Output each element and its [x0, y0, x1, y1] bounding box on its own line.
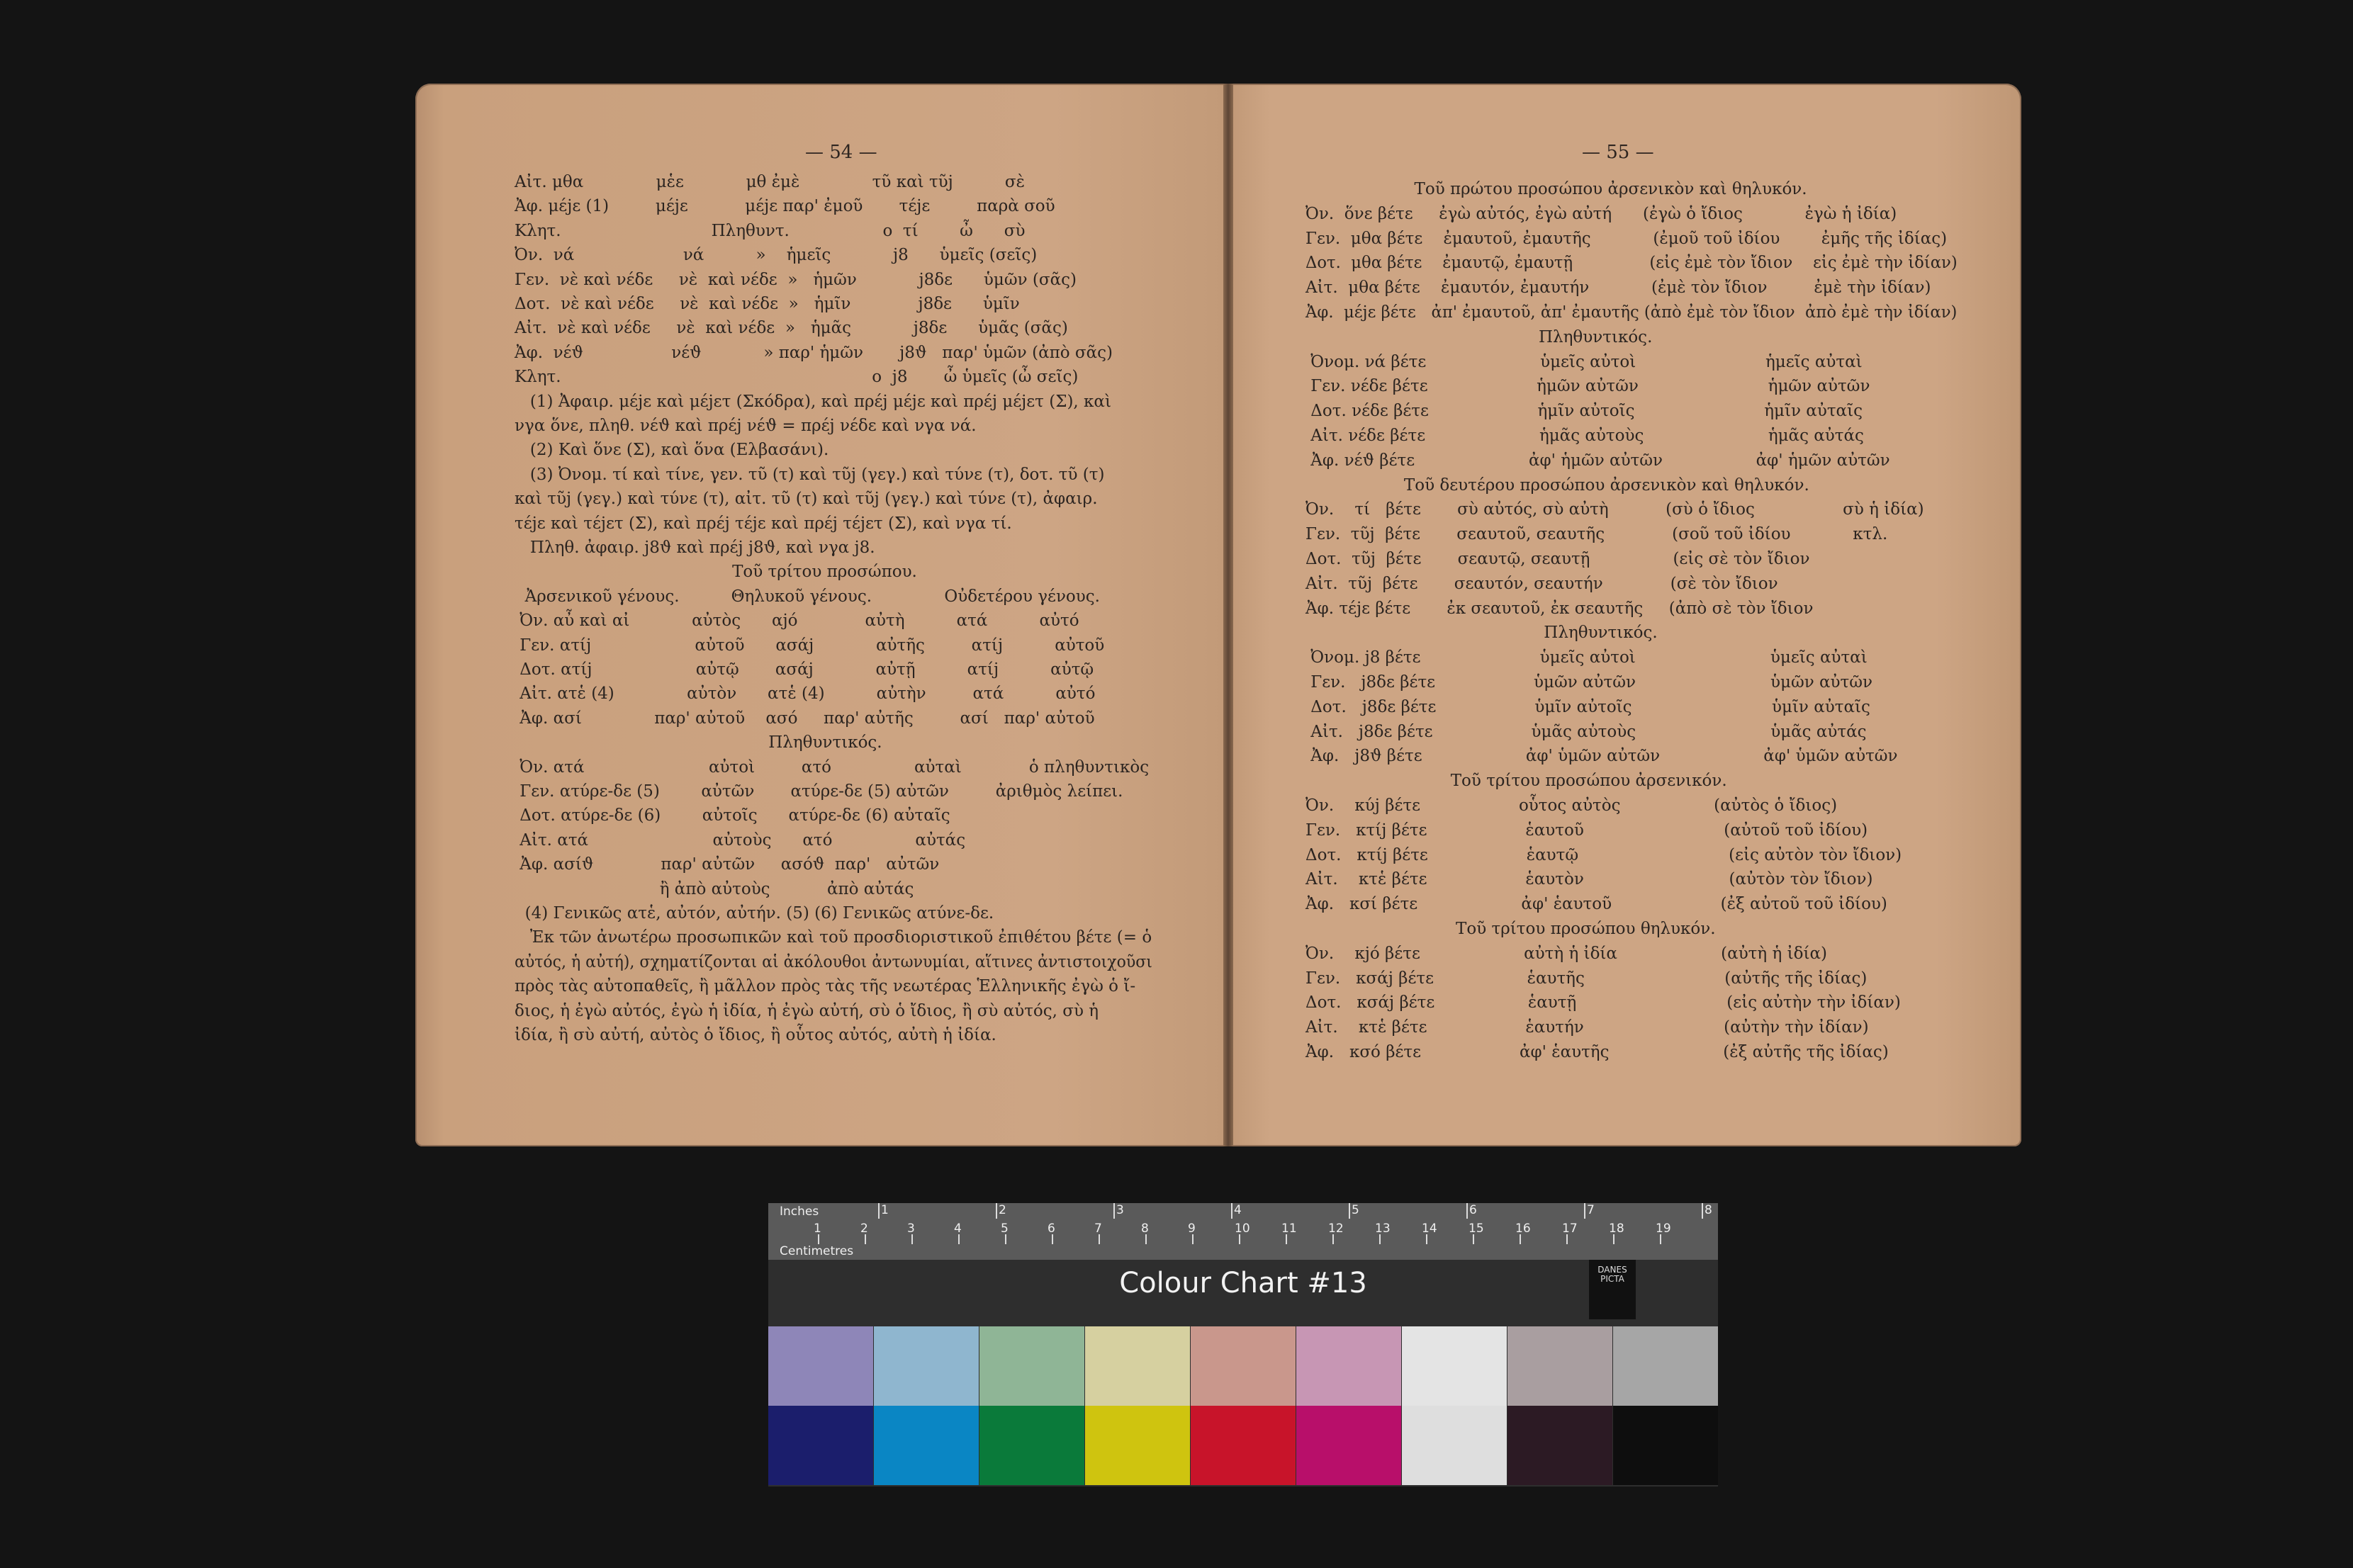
text-line: Γεν. νέδε βέτε ἡμῶν αὐτῶν ἡμῶν αὐτῶν — [1305, 377, 1870, 396]
text-line: Ἀφ. ασί παρ' αὐτοῦ ασό παρ' αὐτῆς ασί παρ' αὐτοῦ — [515, 709, 1095, 728]
cm-tick — [1052, 1234, 1053, 1244]
text-line: Δοτ. τῦj βέτε σεαυτῷ, σεαυτῇ (εἰς σὲ τὸν ἴδιον — [1305, 550, 1810, 568]
text-line: Ὀνομ. j8 βέτε ὑμεῖς αὐτοὶ ὑμεῖς αὐταὶ — [1305, 648, 1868, 667]
inch-number: 2 — [999, 1203, 1006, 1217]
inch-tick — [1231, 1203, 1232, 1219]
inch-tick — [1113, 1203, 1115, 1219]
swatch-light — [874, 1326, 979, 1406]
page-number-right: — 55 — — [1582, 142, 1654, 163]
cm-tick — [958, 1234, 960, 1244]
inch-number: 5 — [1352, 1203, 1359, 1217]
cm-number: 1 — [814, 1222, 821, 1236]
cm-number: 15 — [1468, 1222, 1484, 1236]
cm-number: 5 — [1001, 1222, 1009, 1236]
centimetres-label: Centimetres — [780, 1244, 854, 1258]
cm-number: 7 — [1094, 1222, 1102, 1236]
cm-number: 8 — [1141, 1222, 1149, 1236]
text-line: Ἀφ. τέjε βέτε ἐκ σεαυτοῦ, ἐκ σεαυτῆς (ἀπὸ σὲ τὸν ἴδιον — [1305, 599, 1814, 618]
cm-number: 18 — [1609, 1222, 1624, 1236]
text-line: Αἰτ. κτἑ βέτε ἑαυτὸν (αὐτὸν τὸν ἴδιον) — [1305, 870, 1873, 889]
cm-tick — [1566, 1234, 1568, 1244]
cm-tick — [1660, 1234, 1661, 1244]
text-line: Αἰτ. μθα μἑε μθ ἐμὲ τῦ καὶ τῦj σὲ — [515, 173, 1025, 191]
inches-label: Inches — [780, 1205, 819, 1219]
text-line: Δοτ. μθα βέτε ἐμαυτῷ, ἐμαυτῇ (εἰς ἐμὲ τὸν ἴδιον εἰς ἐμὲ τὴν ἰδίαν) — [1305, 254, 1958, 273]
swatch-light — [1507, 1326, 1612, 1406]
cm-tick — [1239, 1234, 1240, 1244]
text-line: Ὀν. ὅνε βέτε ἐγὼ αὐτός, ἐγὼ αὐτή (ἐγὼ ὁ ἴδιος ἐγὼ ἡ ἰδία) — [1305, 204, 1897, 223]
swatch-light — [1296, 1326, 1401, 1406]
cm-tick — [1520, 1234, 1521, 1244]
text-line: Τοῦ πρώτου προσώπου ἀρσενικὸν καὶ θηλυκόν. — [1305, 180, 1807, 198]
inch-tick — [1584, 1203, 1585, 1219]
text-line: Πληθυντικός. — [515, 733, 882, 752]
cm-tick — [1332, 1234, 1334, 1244]
inch-tick — [1466, 1203, 1468, 1219]
text-line: Ὀν. τί βέτε σὺ αὐτός, σὺ αὐτὴ (σὺ ὁ ἴδιος σὺ ἡ ἰδία) — [1305, 500, 1924, 519]
text-line: Δοτ. κσάj βέτε ἑαυτῇ (εἰς αὐτὴν τὴν ἰδίαν) — [1305, 993, 1901, 1013]
text-line: Δοτ. κτίj βέτε ἑαυτῷ (εἰς αὐτὸν τὸν ἴδιον) — [1305, 845, 1902, 864]
text-line: Αἰτ. νέδε βέτε ἡμᾶς αὐτοὺς ἡμᾶς αὐτάς — [1305, 427, 1864, 445]
inch-number: 3 — [1116, 1203, 1124, 1217]
cm-number: 17 — [1562, 1222, 1578, 1236]
swatch-dark — [1507, 1406, 1612, 1485]
text-line: Τοῦ τρίτου προσώπου ἀρσενικόν. — [1305, 772, 1727, 791]
cm-tick — [1473, 1234, 1474, 1244]
text-line: Γεν. κσάj βέτε ἑαυτῆς (αὐτῆς τῆς ἰδίας) — [1305, 969, 1868, 988]
swatch-dark — [1402, 1406, 1507, 1485]
text-line: Ἀφ. κσό βέτε ἀφ' ἑαυτῆς (ἐξ αὐτῆς τῆς ἰδίας) — [1305, 1043, 1889, 1061]
text-line: (3) Ὀνομ. τί καὶ τίνε, γεν. τῦ (τ) καὶ τῦj (γεγ.) καὶ τύνε (τ), δοτ. τῦ (τ) — [515, 465, 1105, 484]
text-line: Δοτ. νὲ καὶ νέδε νὲ καὶ νέδε » ἡμῖν j8δε ὑμῖν — [515, 295, 1020, 313]
cm-tick — [1613, 1234, 1614, 1244]
cm-tick — [1145, 1234, 1147, 1244]
text-line: Δοτ. ατύρε-δε (6) αὐτοῖς ατύρε-δε (6) αὐταῖς — [515, 806, 950, 825]
text-line: Ἀρσενικοῦ γένους. Θηλυκοῦ γένους. Οὐδετέρου γένους. — [515, 587, 1100, 606]
swatch-dark — [768, 1406, 873, 1485]
text-line: Ἀφ. νέϑ νέϑ » παρ' ἡμῶν j8ϑ παρ' ὑμῶν (ἀπὸ σᾶς) — [515, 343, 1113, 362]
cm-number: 14 — [1422, 1222, 1437, 1236]
text-line: Αἰτ. τῦj βέτε σεαυτόν, σεαυτήν (σὲ τὸν ἴδιον — [1305, 574, 1778, 593]
text-line: Ἀφ. j8ϑ βέτε ἀφ' ὑμῶν αὐτῶν ἀφ' ὑμῶν αὐτῶν — [1305, 747, 1898, 766]
text-line: Γεν. ατίj αὐτοῦ ασάj αὐτῆς ατίj αὐτοῦ — [515, 636, 1105, 655]
inch-number: 6 — [1469, 1203, 1477, 1217]
text-line: (1) Ἀφαιρ. μέjε καὶ μέjετ (Σκόδρα), καὶ πρέj μέjε καὶ πρέj μέjετ (Σ), καὶ — [515, 392, 1111, 411]
text-line: Ὀν. νά νά » ἡμεῖς j8 ὑμεῖς (σεῖς) — [515, 246, 1038, 265]
text-line: ἢ ἀπὸ αὐτοὺς ἀπὸ αὐτάς — [515, 879, 914, 898]
cm-number: 4 — [954, 1222, 962, 1236]
cm-number: 16 — [1515, 1222, 1531, 1236]
inch-tick — [878, 1203, 880, 1219]
colour-chart-title: Colour Chart #13 — [1119, 1267, 1367, 1299]
text-line: Δοτ. j8δε βέτε ὑμῖν αὐτοῖς ὑμῖν αὐταῖς — [1305, 697, 1870, 716]
text-line: Δοτ. νέδε βέτε ἡμῖν αὐτοῖς ἡμῖν αὐταῖς — [1305, 402, 1863, 421]
swatch-light — [1402, 1326, 1507, 1406]
cm-number: 11 — [1281, 1222, 1297, 1236]
cm-tick — [818, 1234, 819, 1244]
text-line: Πληθυντικός. — [1305, 327, 1653, 346]
inch-number: 4 — [1234, 1203, 1242, 1217]
inch-number: 8 — [1705, 1203, 1712, 1217]
cm-number: 13 — [1375, 1222, 1391, 1236]
text-line: Τοῦ δευτέρου προσώπου ἀρσενικὸν καὶ θηλυκόν. — [1305, 475, 1809, 495]
right-page — [1228, 84, 2021, 1146]
text-line: Πληθ. ἀφαιρ. j8ϑ καὶ πρέj j8ϑ, καὶ νγα j8. — [515, 538, 875, 557]
swatch-light — [768, 1326, 873, 1406]
text-line: καὶ τῦj (γεγ.) καὶ τύνε (τ), αἰτ. τῦ (τ) καὶ τῦj (γεγ.) καὶ τύνε (τ), ἀφαιρ. — [515, 490, 1098, 509]
text-line: Γεν. j8δε βέτε ὑμῶν αὐτῶν ὑμῶν αὐτῶν — [1305, 673, 1873, 692]
text-line: Γεν. κτίj βέτε ἑαυτοῦ (αὐτοῦ τοῦ ἰδίου) — [1305, 820, 1868, 840]
text-line: Ἀφ. μέjε βέτε ἀπ' ἐμαυτοῦ, ἀπ' ἐμαυτῆς (ἀπὸ ἐμὲ τὸν ἴδιον ἀπὸ ἐμὲ τὴν ἰδίαν) — [1305, 303, 1958, 322]
cm-tick — [1286, 1234, 1287, 1244]
text-line: Πληθυντικός. — [1305, 624, 1658, 643]
cm-tick — [865, 1234, 866, 1244]
swatch-light — [1191, 1326, 1296, 1406]
swatch-light — [1613, 1326, 1718, 1406]
text-line: νγα ὅνε, πληθ. νέϑ καὶ πρέj νέϑ = πρέj νέδε καὶ νγα νά. — [515, 417, 977, 435]
text-line: Γεν. μθα βέτε ἐμαυτοῦ, ἐμαυτῆς (ἐμοῦ τοῦ ἰδίου ἐμῆς τῆς ἰδίας) — [1305, 229, 1948, 248]
text-line: Ἐκ τῶν ἀνωτέρω προσωπικῶν καὶ τοῦ προσδιοριστικοῦ ἐπιθέτου βέτε (= ὁ — [515, 928, 1152, 947]
text-line: Κλητ. ο j8 ὦ ὑμεῖς (ὦ σεῖς) — [515, 368, 1079, 387]
swatch-light — [979, 1326, 1084, 1406]
text-line: Ὀν. αὖ καὶ αἰ αὐτὸς αjό αὐτὴ ατά αὐτό — [515, 611, 1079, 631]
inch-number: 1 — [881, 1203, 889, 1217]
text-line: Αἰτ. ατά αὐτοὺς ατό αὐτάς — [515, 830, 966, 850]
text-line: διος, ἡ ἐγὼ αὐτός, ἐγὼ ἡ ἰδία, ἡ ἐγὼ αὐτή, σὺ ὁ ἴδιος, ἢ σὺ αὐτός, σὺ ἡ — [515, 1001, 1099, 1020]
text-line: Ἀφ. κσί βέτε ἀφ' ἑαυτοῦ (ἐξ αὐτοῦ τοῦ ἰδίου) — [1305, 895, 1887, 914]
text-line: Γεν. νὲ καὶ νέδε νὲ καὶ νέδε » ἡμῶν j8δε ὑμῶν (σᾶς) — [515, 270, 1077, 289]
ruler — [768, 1203, 1718, 1260]
swatch-light — [1085, 1326, 1190, 1406]
text-line: Γεν. ατύρε-δε (5) αὐτῶν ατύρε-δε (5) αὐτῶν ἀριθμὸς λείπει. — [515, 782, 1123, 801]
text-line: Ἀφ. μέjε (1) μέjε μέjε παρ' ἐμοῦ τέjε παρὰ σοῦ — [515, 197, 1055, 216]
left-page — [415, 84, 1228, 1146]
text-line: ἰδία, ἢ σὺ αὐτή, αὐτὸς ὁ ἴδιος, ἢ οὗτος αὐτός, αὐτὴ ἡ ἰδία. — [515, 1026, 996, 1044]
text-line: Ὀν. κjό βέτε αὐτὴ ἡ ἰδία (αὐτὴ ἡ ἰδία) — [1305, 944, 1827, 963]
cm-tick — [1192, 1234, 1194, 1244]
cm-number: 9 — [1188, 1222, 1196, 1236]
text-line: Ὀν. ατά αὐτοὶ ατό αὐταὶ ὁ πληθυντικὸς — [515, 757, 1150, 777]
swatch-dark — [1613, 1406, 1718, 1485]
text-line: τέjε καὶ τέjετ (Σ), καὶ πρέj τέjε καὶ πρέj τέjετ (Σ), καὶ νγα τί. — [515, 514, 1012, 533]
cm-tick — [911, 1234, 913, 1244]
text-line: Ἀφ. νέϑ βέτε ἀφ' ἡμῶν αὐτῶν ἀφ' ἡμῶν αὐτῶν — [1305, 451, 1890, 470]
text-line: Κλητ. Πληθυντ. ο τί ὦ σὺ — [515, 221, 1026, 240]
cm-tick — [1099, 1234, 1100, 1244]
text-line: Αἰτ. νὲ καὶ νέδε νὲ καὶ νέδε » ἡμᾶς j8δε ὑμᾶς (σᾶς) — [515, 319, 1068, 338]
text-line: Αἰτ. ατἑ (4) αὐτὸν ατἑ (4) αὐτὴν ατά αὐτό — [515, 684, 1096, 704]
swatch-dark — [1296, 1406, 1401, 1485]
text-line: Αἰτ. κτἑ βέτε ἑαυτήν (αὐτὴν τὴν ἰδίαν) — [1305, 1018, 1869, 1037]
cm-tick — [1426, 1234, 1427, 1244]
swatch-dark — [1085, 1406, 1190, 1485]
cm-number: 6 — [1048, 1222, 1055, 1236]
page-number-left: — 54 — — [805, 142, 877, 163]
cm-tick — [1005, 1234, 1006, 1244]
cm-number: 19 — [1656, 1222, 1671, 1236]
text-line: Γεν. τῦj βέτε σεαυτοῦ, σεαυτῆς (σοῦ τοῦ ἰδίου κτλ. — [1305, 525, 1888, 544]
swatch-dark — [979, 1406, 1084, 1485]
text-line: Ὀνομ. νά βέτε ὑμεῖς αὐτοὶ ἡμεῖς αὐταὶ — [1305, 352, 1863, 371]
cm-number: 3 — [907, 1222, 915, 1236]
text-line: (2) Καὶ ὅνε (Σ), καὶ ὅνα (Ελβασάνι). — [515, 441, 829, 460]
inch-tick — [1349, 1203, 1350, 1219]
text-line: πρὸς τὰς αὐτοπαθεῖς, ἢ μᾶλλον πρὸς τὰς τῆς νεωτέρας Ἑλληνικῆς ἐγὼ ὁ ἴ- — [515, 977, 1136, 996]
cm-number: 2 — [860, 1222, 868, 1236]
open-book — [415, 84, 2021, 1146]
swatch-dark — [874, 1406, 979, 1485]
text-line: αὐτός, ἡ αὐτή), σχηματίζονται αἱ ἀκόλουθοι ἀντωνυμίαι, αἵτινες ἀντιστοιχοῦσι — [515, 952, 1152, 971]
cm-number: 10 — [1235, 1222, 1250, 1236]
book-gutter — [1223, 84, 1233, 1146]
inch-tick — [996, 1203, 997, 1219]
swatch-dark — [1191, 1406, 1296, 1485]
cm-tick — [1379, 1234, 1381, 1244]
colour-chart — [768, 1260, 1718, 1487]
text-line: Ἀφ. ασίϑ παρ' αὐτῶν ασόϑ παρ' αὐτῶν — [515, 855, 940, 874]
text-line: Δοτ. ατίj αὐτῷ ασάj αὐτῇ ατίj αὐτῷ — [515, 660, 1094, 679]
inch-number: 7 — [1587, 1203, 1595, 1217]
text-line: Αἰτ. j8δε βέτε ὑμᾶς αὐτοὺς ὑμᾶς αὐτάς — [1305, 722, 1867, 741]
inch-tick — [1702, 1203, 1703, 1219]
danes-picta-logo: DANES PICTA — [1589, 1260, 1636, 1319]
text-line: Τοῦ τρίτου προσώπου. — [515, 563, 917, 582]
text-line: (4) Γενικῶς ατἑ, αὐτόν, αὐτήν. (5) (6) Γενικῶς ατύνε-δε. — [515, 904, 994, 923]
text-line: Αἰτ. μθα βέτε ἐμαυτόν, ἐμαυτήν (ἐμὲ τὸν ἴδιον ἐμὲ τὴν ἰδίαν) — [1305, 278, 1931, 298]
cm-number: 12 — [1328, 1222, 1344, 1236]
text-line: Ὀν. κύj βέτε οὗτος αὐτὸς (αὐτὸς ὁ ἴδιος) — [1305, 796, 1838, 815]
text-line: Τοῦ τρίτου προσώπου θηλυκόν. — [1305, 920, 1716, 938]
